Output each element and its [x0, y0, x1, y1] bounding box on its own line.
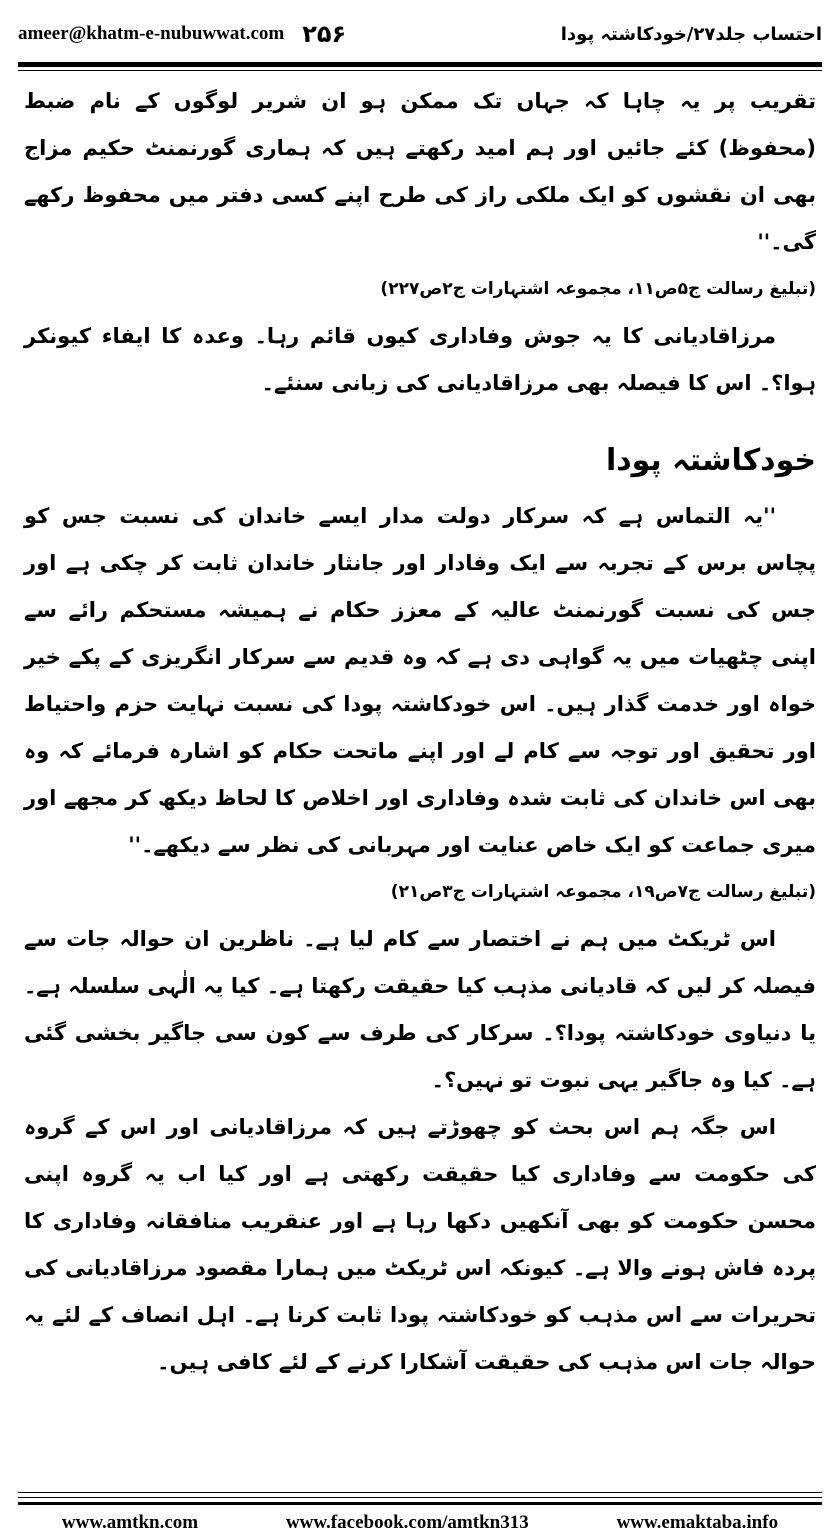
footer-rule-2 — [18, 1497, 822, 1498]
footer-link-amtkn[interactable]: www.amtkn.com — [61, 1512, 199, 1533]
paragraph-3-quote: ''یہ التماس ہے کہ سرکار دولت مدار ایسے خاندان کی نسبت جس کو پچاس برس کے تجربہ سے ایک وفادار اور جانثار خاندان ثابت کر چکی ہے اور جس کی نسبت گورنمنٹ عالیہ کے معزز حکام نے ہمیشہ مستحکم رائے سے اپنی چٹھیات میں یہ گواہی دی ہے کہ وہ قدیم سے سرکار انگریزی کے پکے خیر خواہ اور خدمت گذار ہیں۔ اس خودکاشتہ پودا کی نسبت نہایت حزم واحتیاط اور تحقیق اور توجہ سے کام لے اور اپنے ماتحت حکام کو اشارہ فرمائے کہ وہ بھی اس خاندان کی ثابت شدہ وفاداری اور اخلاص کا لحاظ دیکھ کر مجھے اور میری جماعت کو ایک خاص عنایت اور مہربانی کی نظر سے دیکھے۔'' — [24, 504, 816, 857]
citation-2: (تبلیغ رسالت ج۷ص۱۹، مجموعہ اشتہارات ج۳ص۲۱) — [390, 882, 816, 902]
running-title: احتساب جلد۲۷/خودکاشتہ پودا — [560, 23, 822, 45]
footer-rule-3 — [18, 1502, 822, 1505]
paragraph-1: تقریب پر یہ چاہا کہ جہاں تک ممکن ہو ان شریر لوگوں کے نام ضبط (محفوظ) کئے جائیں اور ہم امید رکھتے ہیں کہ ہماری گورنمنٹ حکیم مزاج بھی ان نقشوں کو ایک ملکی راز کی طرح اپنے کسی دفتر میں محفوظ رکھے گی۔'' — [24, 89, 816, 254]
header-email[interactable]: ameer@khatm-e-nubuwwat.com — [18, 23, 285, 44]
page-header — [18, 14, 822, 54]
paragraph-4: اس ٹریکٹ میں ہم نے اختصار سے کام لیا ہے۔ ناظرین ان حوالہ جات سے فیصلہ کر لیں کہ قادیانی مذہب کیا حقیقت رکھتا ہے۔ کیا یہ الٰہی سلسلہ ہے۔ یا دنیاوی خودکاشتہ پودا؟۔ سرکار کی طرف سے کون سی جاگیر بخشی گئی ہے۔ کیا وہ جاگیر یہی نبوت تو نہیں؟۔ — [24, 927, 816, 1092]
page-body — [24, 78, 816, 1386]
paragraph-2: مرزاقادیانی کا یہ جوش وفاداری کیوں قائم رہا۔ وعدہ کا ایفاء کیونکر ہوا؟۔ اس کا فیصلہ بھی مرزاقادیانی کی زبانی سنئے۔ — [24, 324, 816, 395]
paragraph-5: اس جگہ ہم اس بحث کو چھوڑتے ہیں کہ مرزاقادیانی اور اس کے گروہ کی حکومت سے وفاداری کیا حقیقت رکھتی ہے اور کیا اب یہ گروہ اپنی محسن حکومت کو بھی آنکھیں دکھا رہا ہے اور عنقریب منافقانہ وفاداری کا پردہ فاش ہونے والا ہے۔ کیونکہ اس ٹریکٹ میں ہمارا مقصود مرزاقادیانی کی تحریرات سے اس مذہب کو خودکاشتہ پودا ثابت کرنا ہے۔ اہل انصاف کے لئے یہ حوالہ جات اس مذہب کی حقیقت آشکارا کرنے کے لئے کافی ہیں۔ — [24, 1115, 816, 1374]
footer-rule-1 — [18, 1492, 822, 1493]
section-heading: خودکاشتہ پودا — [605, 443, 816, 478]
header-rule-thick — [18, 62, 822, 67]
citation-1: (تبلیغ رسالت ج۵ص۱۱، مجموعہ اشتہارات ج۲ص۲۲۷) — [380, 279, 816, 299]
footer-link-facebook[interactable]: www.facebook.com/amtkn313 — [285, 1512, 529, 1533]
header-left — [18, 20, 346, 48]
footer-link-emaktaba[interactable]: www.emaktaba.info — [616, 1512, 779, 1533]
page-number: ۲۵۶ — [302, 20, 347, 48]
header-rule-thin — [18, 70, 822, 71]
page-footer — [18, 1508, 822, 1538]
